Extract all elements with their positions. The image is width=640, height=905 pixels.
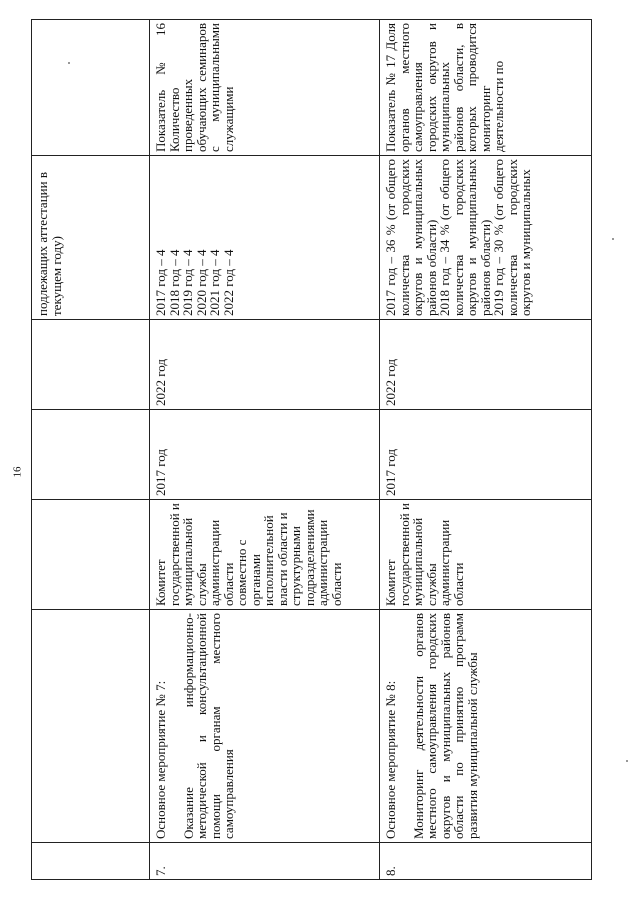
event-text: Оказание информационно-методической и консультационной помощи органам местного самоуправления	[180, 613, 236, 839]
event-title: Основное мероприятие № 8:	[383, 680, 398, 839]
start-year: 2017 год	[380, 410, 592, 500]
value-line: 2022 год – 4	[220, 249, 236, 316]
table-row-carryover	[32, 20, 150, 880]
value-line: 2017 год – 36 % (от общего количества городских округов и муниципальных районов области)	[383, 159, 439, 316]
scan-speck	[612, 238, 614, 240]
event-cell	[150, 610, 380, 843]
value-line: 2017 год – 4	[153, 249, 168, 316]
rotated-table-container	[31, 20, 591, 880]
event-cell	[380, 610, 592, 843]
program-events-table	[31, 19, 592, 880]
end-year: 2022 год	[380, 320, 592, 410]
row-number: 8.	[380, 843, 592, 880]
page-number: 16	[11, 466, 24, 478]
values-cell	[380, 156, 592, 320]
end-year: 2022 год	[150, 320, 380, 410]
cell-responsible	[32, 500, 150, 610]
responsible-cell: Комитет государственной и муниципальной службы администрации области совместно с органами исполнительной власти области и структурными подразделениями администрации области	[150, 500, 380, 610]
start-year: 2017 год	[150, 410, 380, 500]
values-cell	[150, 156, 380, 320]
table-row-event-8	[380, 20, 592, 880]
value-line: 2019 год – 30 % (от общего количества городских округов и муниципальных	[491, 159, 533, 316]
cell-values	[32, 156, 150, 320]
carryover-line: подлежащих аттестации в	[35, 172, 50, 316]
cell-event	[32, 610, 150, 843]
responsible-cell: Комитет государственной и муниципальной службы администрации области	[380, 500, 592, 610]
carryover-line: текущем году)	[48, 236, 64, 316]
value-line: 2018 год – 34 % (от общего количества городских округов и муниципальных районов области)	[437, 159, 493, 316]
cell-start	[32, 410, 150, 500]
row-number: 7.	[150, 843, 380, 880]
scan-speck	[626, 760, 628, 762]
value-line: 2021 год – 4	[207, 249, 222, 316]
cell-end	[32, 320, 150, 410]
cell-indicator	[32, 20, 150, 156]
indicator-cell: Показатель № 17 Доля органов местного самоуправления городских округов и муниципальных районов области, в которых проводится мониторинг деятельности по	[380, 20, 592, 156]
value-line: 2020 год – 4	[193, 249, 209, 316]
event-text: Мониторинг деятельности органов местного самоуправления городских округов и муниципальных районов области по принятию программ развития муниципальной службы	[410, 613, 480, 839]
event-title: Основное мероприятие № 7:	[153, 680, 168, 839]
cell-num	[32, 843, 150, 880]
indicator-cell: Показатель № 16 Количество проведенных обучающих семинаров с муниципальными служащими	[150, 20, 380, 156]
value-line: 2019 год – 4	[180, 249, 195, 316]
value-line: 2018 год – 4	[166, 249, 182, 316]
table-row-event-7	[150, 20, 380, 880]
